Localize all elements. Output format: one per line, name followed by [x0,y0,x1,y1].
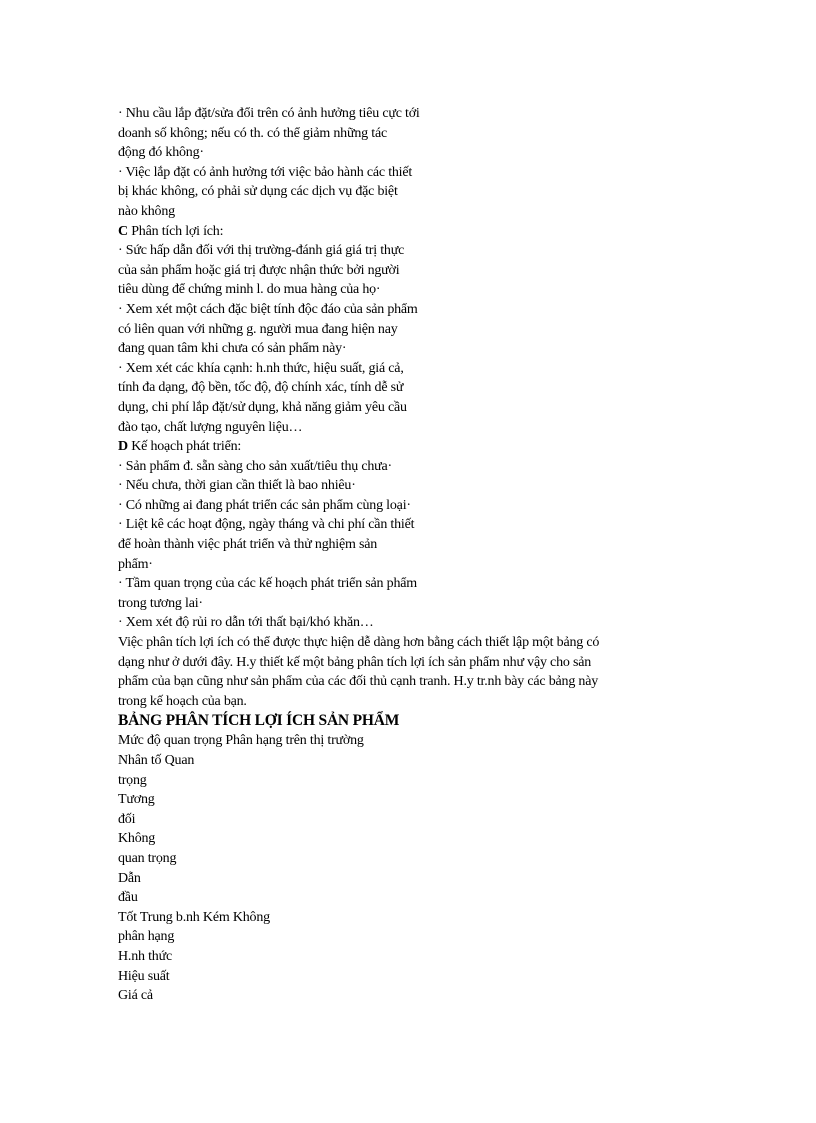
table-cell-line: Dẫn [118,870,141,886]
text-line: tiêu dùng để chứng minh l. do mua hàng của họ· [118,282,381,298]
text-line: phẩm· [118,556,153,572]
document-page [118,104,718,1006]
text-line: bị khác không, có phải sử dụng các dịch vụ đặc biệt [118,184,398,200]
section-heading [118,222,718,242]
text-line: trong kế hoạch của bạn. [118,693,247,709]
table-cell-line: đầu [118,890,138,906]
table-cell-line: Tốt Trung b.nh Kém Không [118,909,270,925]
table-cell-line: quan trọng [118,850,177,866]
benefit-table [118,731,718,1005]
table-cell-line: H.nh thức [118,948,173,964]
table-cell-line: Nhân tố Quan [118,753,195,768]
table-cell-line: Không [118,831,156,847]
text-line: đào tạo, chất lượng nguyên liệu… [118,419,303,435]
text-line: của sản phẩm hoặc giá trị được nhận thức bởi người [118,262,400,278]
text-line: đang quan tâm khi chưa có sản phẩm này· [118,341,347,357]
text-line: động đó không· [118,145,204,161]
table-title: BẢNG PHÂN TÍCH LỢI ÍCH SẢN PHẨM [118,712,400,730]
text-line: dụng, chi phí lắp đặt/sử dụng, khả năng giảm yêu cầu [118,399,407,415]
text-line: · Xem xét một cách đặc biệt tính độc đáo của sản phẩm [118,301,418,317]
text-line: · Xem xét các khía cạnh: h.nh thức, hiệu suất, giá cả, [118,360,404,376]
table-cell-line: Giá cả [118,988,153,1004]
section-letter: D [118,439,128,455]
table-cell-line: Tương [118,792,155,808]
section-heading-text: Phân tích lợi ích: [127,223,224,239]
text-line: để hoàn thành việc phát triển và thử nghiệm sản [118,537,378,553]
section-heading-text: Kế hoạch phát triển: [127,439,242,455]
text-line: tính đa dạng, độ bền, tốc độ, độ chính xác, tính dễ sử [118,380,404,396]
text-line: trong tương lai· [118,595,203,611]
text-line: Việc phân tích lợi ích có thể được thực hiện dễ dàng hơn bằng cách thiết lập một bảng có [118,635,600,651]
text-line: · Tầm quan trọng của các kế hoạch phát triển sản phẩm [118,576,417,592]
text-line: nào không [118,203,175,219]
table-cell-line: trọng [118,772,147,788]
text-line: · Nhu cầu lắp đặt/sửa đổi trên có ảnh hưởng tiêu cực tới [118,106,420,121]
table-cell-line: phân hạng [118,929,175,945]
table-header-line: Mức độ quan trọng Phân hạng trên thị trường [118,733,364,749]
text-line: doanh số không; nếu có th. có thể giảm những tác [118,125,387,141]
section-d [118,437,718,633]
text-line: · Có những ai đang phát triển các sản phẩm cùng loại· [118,497,411,513]
text-line: · Liệt kê các hoạt động, ngày tháng và chi phí cần thiết [118,517,415,533]
table-cell-line: Hiệu suất [118,968,170,984]
table-cell-line: đối [118,811,136,827]
text-line: · Xem xét độ rủi ro dẫn tới thất bại/khó khăn… [118,615,374,631]
text-line: · Việc lắp đặt có ảnh hưởng tới việc bảo hành các thiết [118,164,413,180]
section-heading [118,437,718,457]
text-line: · Nếu chưa, thời gian cần thiết là bao nhiêu· [118,478,356,494]
text-line: · Sản phẩm đ. sẵn sàng cho sản xuất/tiêu thụ chưa· [118,458,393,474]
text-line: phẩm của bạn cũng như sản phẩm của các đối thủ cạnh tranh. H.y tr.nh bày các bảng này [118,674,599,690]
text-line: dạng như ở dưới đây. H.y thiết kế một bảng phân tích lợi ích sản phẩm như vậy cho sản [118,654,592,670]
body-paragraph [118,633,718,711]
section-letter: C [118,223,128,239]
text-line: có liên quan với những g. người mua đang hiện nay [118,321,398,337]
text-line: · Sức hấp dẫn đối với thị trường-đánh giá giá trị thực [118,243,405,259]
section-b-tail [118,104,718,222]
section-c [118,222,718,438]
